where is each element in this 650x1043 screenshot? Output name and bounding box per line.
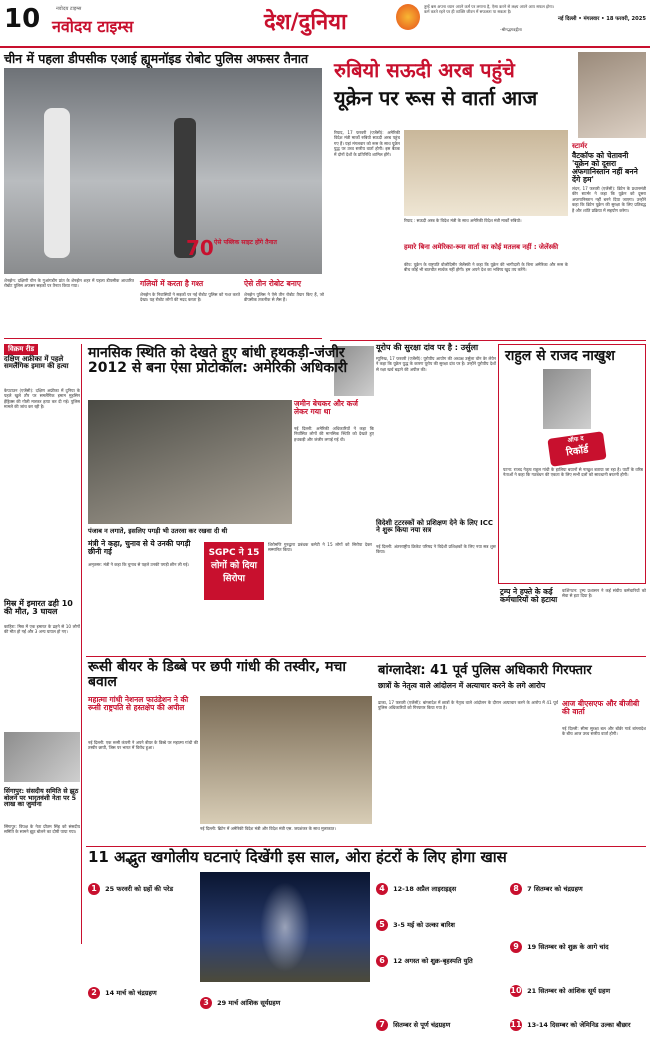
robot-photo-caption: शेनझेन: दक्षिणी चीन के गुआंगडोंग प्रांत के शेनझेन शहर में पहला डीपसीक आधारित रोबोट पुलिस अफसर सड़कों पर तैनात किया गया। xyxy=(4,278,134,289)
masthead-rule xyxy=(0,46,650,48)
event-number: 4 xyxy=(376,883,388,895)
zelensky-body: कीव: यूक्रेन के राष्ट्रपति वोलोदिमीर जेलेंस्की ने कहा कि यूक्रेन की भागीदारी के बिना अमेरिका और रूस के बीच कोई भी बातचीत सार्थक नहीं होगी। हम अपने देश का भविष्य खुद तय करेंगे। xyxy=(404,262,568,273)
vikram-body: केपटाउन (एजेंसी): दक्षिण अफ्रीका में दुनिया के पहले खुले तौर पर समलैंगिक इमाम मुहसिन हेंड्रिक्स की गोली मारकर हत्या कर दी गई। पुलिस मामले की जांच कर रही है। xyxy=(4,388,80,410)
event-number: 5 xyxy=(376,919,388,931)
event-number: 2 xyxy=(88,987,100,999)
starmer-kicker: स्टार्मर xyxy=(572,142,588,150)
event-title: 12 अगस्त को शुक्र-बृहस्पति युति xyxy=(393,957,473,965)
rubio-portrait-photo xyxy=(578,52,646,138)
event-number: 6 xyxy=(376,955,388,967)
event-title: 25 फरवरी को ग्रहों की परेड xyxy=(105,885,174,893)
usaid-headline: ट्रम्प ने हफ्ते के कई कर्मचारियों को हटाया xyxy=(500,587,558,604)
bangladesh-body: ढाका, 17 फरवरी (एजेंसी): बांग्लादेश में छात्रों के नेतृत्व वाले आंदोलन के दौरान अत्याचार करने के आरोप में 41 पूर्व पुलिस अधिकारियों को गिरफ्तार किया गया है। xyxy=(378,700,558,711)
astro-event-4 xyxy=(376,876,506,895)
rubio-photo-caption: रियाद : सऊदी अरब के विदेश मंत्री के साथ अमेरिकी विदेश मंत्री मार्को रुबियो। xyxy=(404,218,522,223)
egypt-headline: मिस्र में इमारत ढही 10 की मौत, 3 घायल xyxy=(4,599,73,617)
stamp-line-1: ऑफ द xyxy=(567,435,585,445)
brand-logo: नवोदय टाइम्स xyxy=(52,17,134,36)
starmer-body: लंदन, 17 फरवरी (एजेंसी): ब्रिटेन के प्रधानमंत्री कीर स्टार्मर ने कहा कि यूक्रेन को दूसरा अफगानिस्तान नहीं बनने दिया जाएगा। उन्होंने कहा कि ब्रिटेन यूक्रेन की सुरक्षा के लिए प्रतिबद्ध है और शांति प्रक्रिया में सहयोग करेगा। xyxy=(572,186,646,213)
vikram-box xyxy=(4,344,82,944)
event-title: सितम्बर से पूर्ण चंद्रग्रहण xyxy=(393,1021,451,1029)
beer-headline: रूसी बीयर के डिब्बे पर छपी गांधी की तस्वीर, मचा बवाल xyxy=(88,659,347,690)
usa-headline: मानसिक स्थिति को देखते हुए बांधी हथकड़ी-जंजीर 2012 से बना ऐसा प्रोटोकॉल: अमेरिकी अधिकारी xyxy=(88,345,348,376)
singapore-headline: सिंगापुर: संसदीय समिति से झूठ बोलने पर भारतवंशी नेता पर 5 लाख का जुर्माना xyxy=(4,787,79,809)
astro-event-11 xyxy=(510,1012,646,1031)
event-number: 1 xyxy=(88,883,100,895)
rahul-body: पटना: राजद नेतृत्व राहुल गांधी के हालिया बयानों से नाखुश बताया जा रहा है। पार्टी के वरिष्ठ नेताओं ने कहा कि गठबंधन की एकता के लिए सभी दलों को सावधानी बरतनी होगी। xyxy=(503,467,643,478)
ursula-body: म्यूनिख, 17 फरवरी (एजेंसी): यूरोपीय आयोग की अध्यक्ष उर्सुला वॉन डेर लेयेन ने कहा कि यूक्रेन युद्ध के कारण यूरोप की सुरक्षा दांव पर है। उन्होंने यूरोपीय देशों से रक्षा खर्च बढ़ाने की अपील की। xyxy=(376,356,496,372)
astro-event-9 xyxy=(510,934,646,953)
astro-event-3 xyxy=(200,990,370,1009)
event-title: 12-18 अप्रैल लाइराइड्स xyxy=(393,885,457,893)
egypt-body: काहिरा: मिस्र में एक इमारत के ढहने से 10 लोगों की मौत हो गई और 3 अन्य घायल हो गए। xyxy=(4,624,80,635)
event-number: 3 xyxy=(200,997,212,1009)
event-number: 8 xyxy=(510,883,522,895)
mandir-headline: मंत्री ने कहा, चुनाव से ये उनकी पगड़ी छीनी गई xyxy=(88,539,191,556)
robot-alley-head: गलियों में करता है गश्त xyxy=(140,279,204,288)
usaid-body: वाशिंगटन: ट्रम्प प्रशासन ने कई संघीय कर्मचारियों को सेवा से हटा दिया है। xyxy=(562,588,646,599)
robot-body-1: शेनझेन के निवासियों ने सड़कों पर नई रोबोट पुलिस को गश्त करते देखा। यह रोबोट लोगों की मदद करता है। xyxy=(140,292,240,303)
event-title: 19 सितम्बर को शुक्र के आगे चांद xyxy=(527,943,609,951)
bangladesh-headline: बांग्लादेश: 41 पूर्व पुलिस अधिकारी गिरफ्तार xyxy=(378,663,592,678)
page-number: 10 xyxy=(4,4,41,34)
mid-divider xyxy=(86,656,646,657)
astro-headline: 11 अद्भुत खगोलीय घटनाएं दिखेंगी इस साल, ओरा हंटरों के लिए होगा खास xyxy=(88,848,507,866)
robot-figure-icon xyxy=(44,108,70,258)
event-title: 21 सितम्बर को आंशिक सूर्य ग्रहण xyxy=(527,987,611,995)
event-title: 29 मार्च आंशिक सूर्यग्रहण xyxy=(217,999,281,1007)
robot-number-badge: 70 xyxy=(186,236,214,260)
usa-photo xyxy=(88,400,292,524)
event-title: 3-5 मई को उल्का बारिश xyxy=(393,921,455,929)
beer-sub: महात्मा गांधी नेशनल फाउंडेशन ने की रूसी राष्ट्रपति से हस्तक्षेप की अपील xyxy=(88,695,189,712)
event-number: 9 xyxy=(510,941,522,953)
bangladesh-sub: छात्रों के नेतृत्व वाले आंदोलन में अत्याचार करने के लगे आरोप xyxy=(378,681,546,690)
starmer-headline: वैटकॉफ को चेतावनी 'यूक्रेन को दूसरा अफगानिस्तान नहीं बनने देंगे हम' xyxy=(572,151,638,184)
brand-small: नवोदय टाइम्स xyxy=(56,6,82,12)
vikram-kicker: विक्रम रीड xyxy=(4,344,38,355)
astro-event-7 xyxy=(376,1012,506,1031)
robot-divider xyxy=(4,338,322,339)
event-title: 7 सितम्बर को चंद्रग्रहण xyxy=(527,885,583,893)
event-title: 13-14 दिसम्बर को जेमिनिड उल्का बौछार xyxy=(527,1021,631,1029)
dateline: नई दिल्ली • मंगलवार • 18 फरवरी, 2025 xyxy=(558,16,646,22)
top-divider xyxy=(330,340,646,341)
zelensky-headline: हमारे बिना अमेरिका-रूस वार्ता का कोई मतलब नहीं : जेलेंस्की xyxy=(404,243,559,251)
rubio-headline-1: रुबियो सऊदी अरब पहुंचे xyxy=(334,58,515,82)
rubio-headline-2: यूक्रेन पर रूस से वार्ता आज xyxy=(334,86,538,110)
gita-quote: तुम्हें बस अपना ध्यान अपने कर्म पर लगाना है, ऐसा करने से लक्ष्य अपने आप सफल होगा। कर्म करते रहने पर ही व्यक्ति जीवन में सफलता पा सकता है। xyxy=(424,4,554,14)
astro-event-5 xyxy=(376,912,506,931)
bsf-body: नई दिल्ली: सीमा सुरक्षा बल और बॉर्डर गार्ड बांग्लादेश के बीच आज उच्च स्तरीय वार्ता होगी। xyxy=(562,726,646,737)
usa-photo-caption: पंजाब न लगाते, इसलिए पगड़ी भी उतरवा कर रखवा दी थी xyxy=(88,527,228,535)
gita-emblem-icon xyxy=(396,4,420,30)
masthead xyxy=(0,0,650,46)
astro-event-6 xyxy=(376,948,506,967)
rahul-photo xyxy=(543,369,591,429)
jaishankar-caption: नई दिल्ली: ब्रिटेन में अमेरिकी विदेश मंत्री और विदेश मंत्री एस. जयशंकर के साथ मुलाकात। xyxy=(200,826,336,831)
rahul-headline: राहुल से राजद नाखुश xyxy=(505,348,615,364)
rahul-box xyxy=(498,344,646,584)
milky-way-icon xyxy=(260,882,310,972)
section-title: देश/दुनिया xyxy=(264,10,347,35)
event-number: 11 xyxy=(510,1020,522,1029)
beer-body: नई दिल्ली: एक रूसी कंपनी ने अपने बीयर के डिब्बे पर महात्मा गांधी की तस्वीर छापी, जिस पर भारत में विरोध हुआ। xyxy=(88,740,198,751)
sgpc-box: SGPC ने 15 लोगों को दिया सिरोपा xyxy=(204,542,264,600)
vikram-headline: दक्षिण अफ्रीका में पहले समलैंगिक इमाम की हत्या xyxy=(4,355,69,371)
astro-event-10 xyxy=(510,978,646,997)
robot-caption-head: ऐसे पब्लिक साइट होंगे तैनात xyxy=(214,239,277,246)
astro-event-1 xyxy=(88,876,196,895)
event-number: 7 xyxy=(376,1019,388,1031)
robot-bots-head: ऐसे तीन रोबोट बनाए xyxy=(244,279,301,288)
icc-headline: विदेशी टटरस्कों को प्रशिक्षण देने के लिए ICC ने शुरू किया नया सत्र xyxy=(376,519,493,535)
icc-body: नई दिल्ली: अंतरराष्ट्रीय क्रिकेट परिषद ने विदेशी प्रशिक्षकों के लिए नया सत्र शुरू किया। xyxy=(376,544,496,555)
robot-body-2: शेनझेन पुलिस ने ऐसे तीन रोबोट तैयार किए हैं, जो डीपसीक तकनीक से लैस हैं। xyxy=(244,292,324,303)
bsf-headline: आज बीएसएफ और बीजीबी की वार्ता xyxy=(562,699,640,716)
singapore-photo xyxy=(4,732,80,782)
rubio-meeting-photo xyxy=(404,130,568,216)
astro-photo xyxy=(200,872,370,982)
mandir-body: अमृतसर: मंत्री ने कहा कि चुनाव से पहले उनकी पगड़ी छीन ली गई। xyxy=(88,562,189,567)
singapore-body: सिंगापुर: विपक्ष के नेता प्रीतम सिंह को संसदीय समिति के सामने झूठ बोलने का दोषी पाया गया। xyxy=(4,824,80,835)
usa-sub: जमीन बेचकर और कर्ज लेकर गया था xyxy=(294,399,358,416)
rahul-stamp xyxy=(547,431,606,467)
astro-event-8 xyxy=(510,876,646,895)
usa-body: नई दिल्ली: अमेरिकी अधिकारियों ने कहा कि निर्वासित लोगों की मानसिक स्थिति को देखते हुए हथकड़ी और जंजीर लगाई गई थी। xyxy=(294,426,374,442)
event-title: 14 मार्च को चंद्रग्रहण xyxy=(105,989,157,997)
sgpc-body: शिरोमणि गुरुद्वारा प्रबंधक कमेटी ने 15 लोगों को सिरोपा देकर सम्मानित किया। xyxy=(268,542,372,553)
quote-author: -श्रीमद्भगवद्गीता xyxy=(500,27,522,32)
stamp-line-2: रिकॉर्ड xyxy=(565,444,590,459)
bottom-divider xyxy=(86,846,646,847)
robot-headline: चीन में पहला डीपसीक एआई ह्यूमनॉइड रोबोट पुलिस अफसर तैनात xyxy=(4,51,309,66)
ursula-headline: यूरोप की सुरक्षा दांव पर है : उर्सुला xyxy=(376,343,479,352)
event-number: 10 xyxy=(510,986,522,995)
jaishankar-photo xyxy=(200,696,372,824)
astro-event-2 xyxy=(88,980,196,999)
rubio-body: रियाद, 17 फरवरी (एजेंसी): अमेरिकी विदेश मंत्री मार्को रुबियो सऊदी अरब पहुंच गए हैं। यहां मंगलवार को रूस के साथ यूक्रेन युद्ध पर उच्च स्तरीय वार्ता होगी। इस बैठक में दोनों देशों के प्रतिनिधि शामिल होंगे। xyxy=(334,130,400,157)
